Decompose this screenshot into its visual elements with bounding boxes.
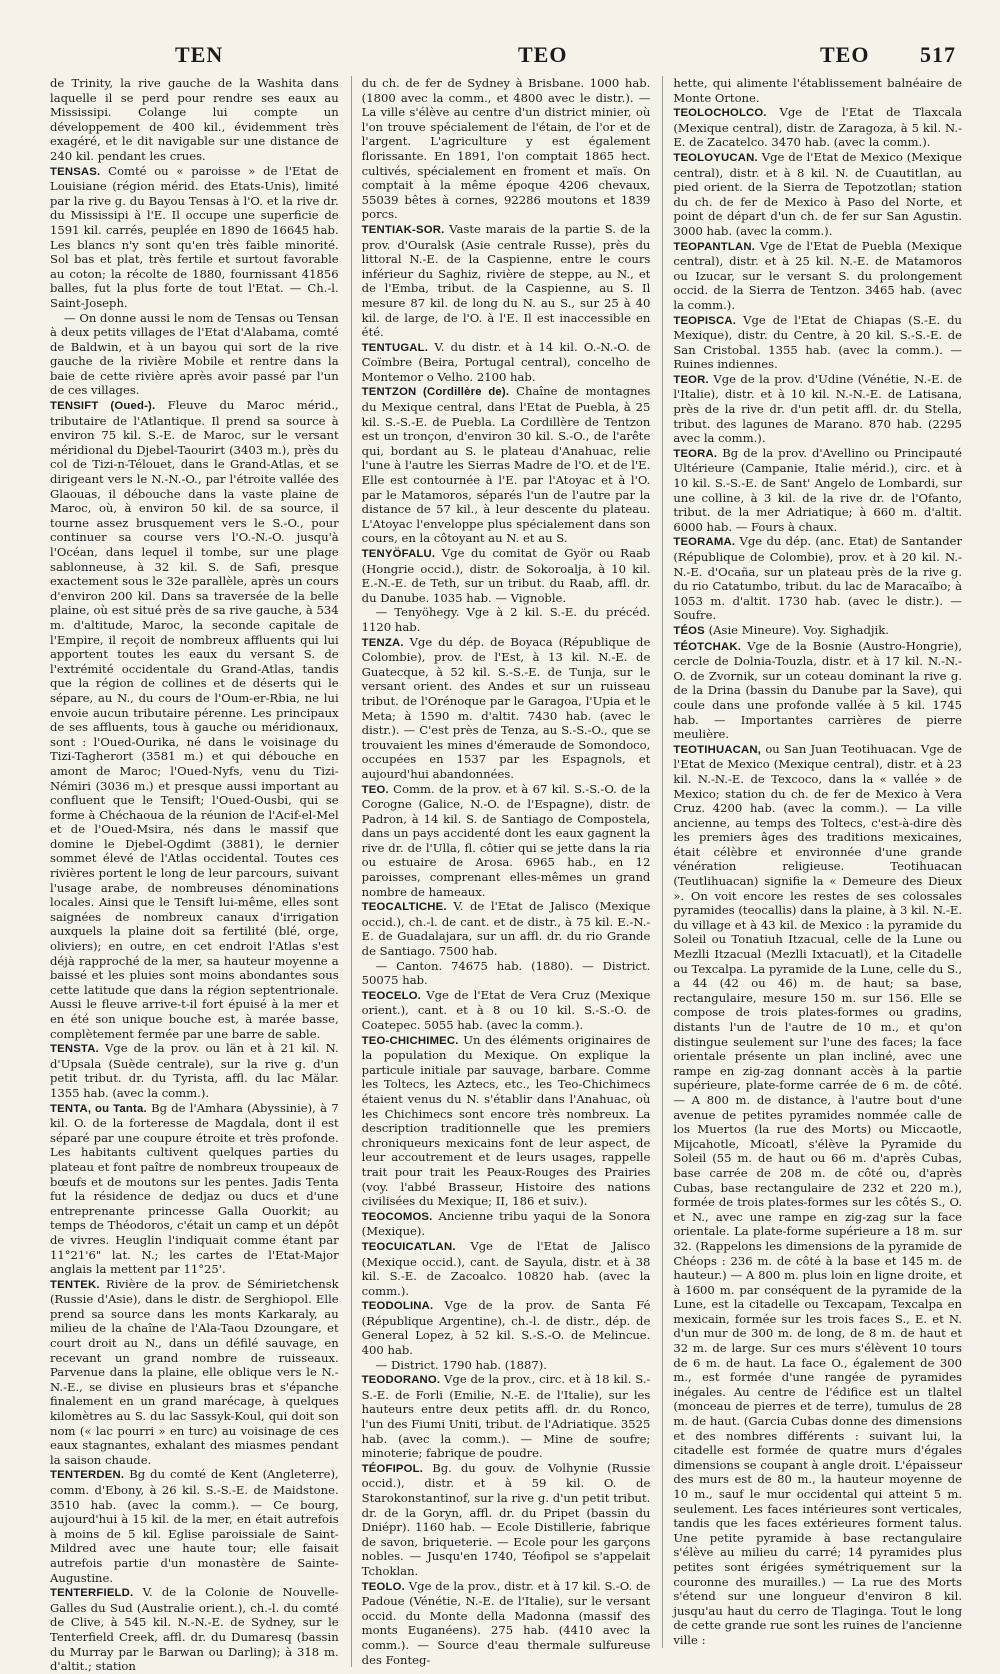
entry-text: Rivière de la prov. de Sémirietchensk (Russie d'Asie), dans le distr. de Serghiopol. Elle prend sa source dans les monts Karkaraly, au milieu de la chaîne de l'Ala-Taou Dzoungare, et court droit au N., dans un défilé sauvage, en recevant un grand nombre de ruisseaux. Parvenue dans la plaine, elle oblique vers le N.-N.-E., se divise en plusieurs bras et s'épanche finalement en un grand marécage, à quelques kilomètres au S. du lac Sassyk-Koul, qui doit son nom (« lac pourri » en turc) au voisinage de ces eaux stagnantes, exhalant des miasmes pendant la saison chaude. [50,1276,339,1467]
entry-text: Vaste marais de la partie S. de la prov. d'Ouralsk (Asie centrale Russe), près du littoral N.-E. de la Caspienne, entre le cours inférieur du Saghiz, rivière de steppe, au N., et de l'Emba, tribut. de la Caspienne, au S. Il mesure 87 kil. de long du N. au S., sur 25 à 40 kil. de large, de l'O. à l'E. Il est inaccessible en été. [361,221,651,340]
dictionary-entry [673,534,962,623]
dictionary-entry [362,605,651,634]
entry-text: — Tenyöhegy. Vge à 2 kil. S.-E. du précéd. 1120 hab. [361,605,651,634]
dictionary-entry [362,1033,651,1209]
column-right [662,76,962,1648]
entry-text: Vge de l'Etat de Mexico (Mexique central), distr. et à 8 kil. N. de Cuautitlan, au pied orient. de la Sierra de Tepotzotlan; station du ch. de fer de Mexico à Paso del Norte, et point de départ d'un ch. de fer sur San Agustin. 3000 hab. (avec la comm.). [673,149,963,238]
entry-text: Vge de l'Etat de Jalisco (Mexique occid.), cant. de Sayula, distr. et à 38 kil. S.-E. de Zacoalco. 10820 hab. (avec la comm.). [361,1238,651,1298]
entry-text: — Canton. 74675 hab. (1880). — District. 50075 hab. [361,958,651,988]
entry-text: Vge de la prov., distr. et à 17 kil. S.-O. de Padoue (Vénétie, N.-E. de l'Italie), sur le versant occid. du Monte della Madonna (massif des monts Euganéens). 275 hab. (4410 avec la comm.). — Source d'eau thermale sulfureuse des Fonteg- [361,1578,651,1667]
dictionary-entry [362,635,651,782]
entry-headword: TENTERFIELD. [50,1587,134,1600]
entry-headword: TENTEK. [50,1278,100,1291]
entry-headword: TENTA, ou Tanta. [50,1102,147,1115]
entry-headword: TÉOTCHAK. [673,640,742,653]
entry-headword: TÉOS [673,624,705,637]
entry-headword: TEOCUICATLAN. [361,1240,456,1253]
entry-headword: TEO-CHICHIMEC. [361,1034,459,1047]
running-head-left: TEN [175,42,224,67]
entry-text: Vge de la prov., circ. et à 18 kil. S.-S.-E. de Forli (Emilie, N.-E. de l'Italie), sur les hauteurs entre deux petits affl. dr. du Ronco, l'un des Fiumi Uniti, tribut. de l'Adriatique. 3525 hab. (avec la comm.). — Mine de soufre; minoterie; fabrique de poudre. [361,1372,651,1461]
dictionary-entry [50,398,339,1041]
entry-text: Chaîne de montagnes du Mexique central, dans l'Etat de Puebla, à 25 kil. S.-S.-E. de Puebla. La Cordillère de Tentzon est un tronçon, d'environ 30 kil. S.-O., de l'arête qui, bordant au S. le plateau d'Anahuac, relie l'une à l'autre les Sierras Madre de l'O. et de l'E. Elle est contournée à l'E. par l'Atoyac et à l'O. par le Matamoros, séparés l'un de l'autre par la distance de 57 kil., à leur descente du plateau. L'Atoyac l'enveloppe plus spécialement dans son cours, en la côtoyant au N. et au S. [361,384,651,546]
dictionary-entry [50,1101,339,1277]
dictionary-entry [362,1358,651,1373]
dictionary-entry [673,313,962,372]
entry-headword: TENSIFT (Oued-). [50,400,156,413]
entry-headword: TEOCELO. [361,989,422,1002]
entry-headword: TEOPANTLAN. [673,240,756,253]
entry-text: Comm. de la prov. et à 67 kil. S.-S.-O. de la Corogne (Galice, N.-O. de l'Espagne), distr. de Padron, à 14 kil. S. de Santiago de Compostela, dans un pays accidenté dont les eaux gagnent la rive dr. de l'Ulla, fl. côtier qui se jette dans la ria ou estuaire de Arosa. 6965 hab., en 12 paroisses, comprenant elles-mêmes un grand nombre de hameaux. [361,781,651,899]
dictionary-entry [673,372,962,446]
entry-text: — District. 1790 hab. (1887). [375,1357,547,1372]
entry-text: Vge de l'Etat de Puebla (Mexique central), distr. et à 25 kil. N.-E. de Matamoros ou Izucar, sur le versant S. du prolongement occid. de la Sierra de Tentzon. 3465 hab. (avec la comm.). [673,238,963,312]
entry-text: V. de la Colonie de Nouvelle-Galles du Sud (Australie orient.), ch.-l. du comté de Clive, à 545 kil. N.-N.-E. de Sydney, sur le Tenterfield Creek, affl. dr. du Dumaresq (bassin du Murray par le Barwan ou Darling); à 318 m. d'altit.; station [50,1585,339,1674]
dictionary-entry [362,1209,651,1239]
entry-headword: TEOLO. [361,1580,405,1593]
dictionary-entry [673,742,962,1648]
dictionary-entry [673,639,962,742]
dictionary-entry [50,1585,339,1674]
column-middle [351,76,651,1667]
text-columns [50,76,962,1674]
entry-headword: TEOCOMOS. [361,1210,433,1223]
entry-text: Vge de la Bosnie (Austro-Hongrie), cercle de Dolnia-Touzla, distr. et à 17 kil. N.-N.-O. de Zvornik, sur un coteau dominant la rive g. de la Drina (bassin du Danube par la Save), qui coule dans une profonde vallée à 5 kil. 1745 hab. — Importantes carrières de pierre meulière. [673,638,963,742]
entry-text: de Trinity, la rive gauche de la Washita dans laquelle il se perd pour rendre ses eaux au Mississipi. Colange lui compte un développement de 400 kil., évidemment très exagéré, et le dit navigable sur une distance de 240 kil. pendant les crues. [50,76,339,163]
entry-headword: TENTZON (Cordillère de). [361,386,510,399]
entry-text: Bg de la prov. d'Avellino ou Principauté Ultérieure (Campanie, Italie mérid.), circ. et à 10 kil. S.-S.-E. de Sant' Angelo de Lombardi, sur une colline, à 3 kil. de la rive dr. de l'Ofanto, tribut. de la mer Adriatique; à 660 m. d'altit. 6000 hab. — Fours à chaux. [673,445,963,534]
entry-text: — On donne aussi le nom de Tensas ou Tensan à deux petits villages de l'Etat d'Alabama, comté de Baldwin, et à un bayou qui sort de la rive gauche de la rivière Mobile et rentre dans la baie de cette rivière après avoir passé par l'un de ces villages. [50,310,339,398]
entry-text: (Asie Mineure). Voy. Sighadjik. [708,622,889,637]
entry-text: Vge de l'Etat de Vera Cruz (Mexique orient.), cant. et à 8 ou 10 kil. S.-S.-O. de Coatepec. 5055 hab. (avec la comm.). [361,987,651,1032]
dictionary-entry [50,1041,339,1100]
entry-headword: TENZA. [361,636,404,649]
dictionary-entry [362,899,651,958]
dictionary-entry [673,150,962,239]
entry-headword: TÉOFIPOL. [361,1462,424,1475]
dictionary-entry [362,76,651,222]
entry-text: V. du distr. et à 14 kil. O.-N.-O. de Coïmbre (Beira, Portugal central), concelho de Montemor o Velho. 2100 hab. [361,339,651,384]
entry-text: Vge du dép. de Boyaca (République de Colombie), prov. de l'Est, à 13 kil. N.-E. de Guatecque, à 52 kil. S.-S.-E. de Tunja, sur le versant orient. des Andes et sur un ruisseau tribut. de l'Orénoque par le Garagoa, l'Upia et le Meta; à 1590 m. d'altit. 7430 hab. (avec le distr.). — C'est près de Tenza, au S.-S.-O., que se trouvaient les mines d'émeraude de Somondoco, occupées en 1537 par les Espagnols, et aujourd'hui abandonnées. [361,634,651,781]
entry-text: Bg du comté de Kent (Angleterre), comm. d'Ebony, à 26 kil. S.-S.-E. de Maidstone. 3510 hab. (avec la comm.). — Ce bourg, aujourd'hui à 15 kil. de la mer, en était autrefois à moins de 5 kil. Eglise paroissiale de Saint-Mildred avec une haute tour; elle faisait autrefois partie d'un monastère de Sainte-Augustine. [50,1467,339,1585]
entry-headword: TEORA. [673,447,718,460]
entry-text: Vge de l'Etat de Tlaxcala (Mexique central), distr. de Zaragoza, à 5 kil. N.-E. de Zacatelco. 3470 hab. (avec la comm.). [673,105,963,150]
entry-text: Bg de l'Amhara (Abyssinie), à 7 kil. O. de la forteresse de Magdala, dont il est séparé par une coupure étroite et très profonde. Les habitants cultivent quelques parties du plateau et font paître de nombreux troupeaux de bœufs et de moutons sur les pentes. Jadis Tenta fut la résidence de dedjaz ou ducs et d'une entreprenante princesse Galla Ouorkit; au temps de Théodoros, c'était un camp et un dépôt de vivres. Heuglin l'indiquait comme étant par 11°21'6" lat. N.; les cartes de l'Etat-Major anglais la mettent par 11°25'. [50,1100,339,1277]
entry-headword: TEODORANO. [361,1374,441,1387]
dictionary-entry [362,1461,651,1579]
dictionary-entry [673,105,962,150]
entry-text: Ancienne tribu yaqui de la Sonora (Mexique). [361,1208,651,1239]
entry-text: du ch. de fer de Sydney à Brisbane. 1000 hab. (1800 avec la comm., et 4800 avec le distr.). — La ville s'élève au centre d'un district minier, où l'on trouve spécialement de l'étain, de l'or et de l'argent. L'agriculture y est également florissante. En 1891, l'on comptait 1865 hect. cultivés, spécialement en froment et maïs. On comptait à la même époque 4206 chevaux, 55039 bêtes à cornes, 92286 moutons et 1839 porcs. [361,76,651,222]
running-head-middle: TEO [518,42,568,67]
running-head-right: TEO [820,42,870,67]
dictionary-entry [50,311,339,399]
running-head [50,34,962,76]
dictionary-entry [362,1579,651,1668]
dictionary-entry [673,239,962,313]
entry-headword: TEOLOCHOLCO. [673,107,767,120]
dictionary-entry [362,988,651,1033]
entry-headword: TENTUGAL. [361,341,429,354]
dictionary-entry [50,164,339,311]
entry-text: Vge de la prov. d'Udine (Vénétie, N.-E. de l'Italie), distr. et à 10 kil. N.-N.-E. de Latisana, près de la rive dr. d'un petit affl. dr. du Stella, tribut. des lagunes de Marano. 870 hab. (2295 avec la comm.). [673,371,963,446]
entry-text: ou San Juan Teotihuacan. Vge de l'Etat de Mexico (Mexique central), distr. et à 23 kil. N.-N.-E. de Texcoco, dans la « vallée » de Mexico; station du ch. de fer de Mexico à Vera Cruz. 4200 hab. (avec la comm.). — La ville ancienne, au temps des Toltecs, c'est-à-dire dès les premiers âges des traditions mexicaines, était célèbre et environnée d'une grande vénération religieuse. Teotihuacan (Teutlihuacan) signifie la « Demeure des Dieux ». On voit encore les restes de ses colossales pyramides (teocallis) dans la plaine, à 3 kil. N.-E. du village et à 43 kil. de Mexico : la pyramide du Soleil ou Tonatiuh Itzacual, celle de la Lune ou Mezlli Itzacual (Mezlli Ixtacuatl), et la Citadelle ou Texcalpa. La pyramide de la Lune, celle du S., a 44 (42 ou 46) m. de haut; sa base, rectangulaire, mesure 150 m. sur 156. Elle se compose de trois plates-formes ou gradins, distants l'un de l'autre de 10 m., et qu'on distingue seulement sur l'une des faces; la face orientale présente un plan incliné, avec une rampe en zig-zag donnant accès à la partie supérieure, plate-forme carrée de 6 m. de côté. — A 800 m. de distance, à l'autre bout d'une avenue de petites pyramides nommée calle de los Muertos (la rue des Morts) ou Miccaotle, Mijcahotle, Micoatl, s'élève la Pyramide du Soleil (55 m. de haut ou 66 m. d'après Cubas, base carrée de 208 m. de côté ou, d'après Cubas, base rectangulaire de 232 et 220 m.), formée de trois plates-formes sur les côtés S., O. et N., avec une rampe en zig-zag sur la face orientale. La plate-forme supérieure a 18 m. sur 32. (Rappelons les dimensions de la pyramide de Chéops : 236 m. de côté à la base et 145 m. de hauteur.) — A 800 m. plus loin en ligne droite, et à 1600 m. par conséquent de la pyramide de la Lune, est la citadelle ou Texcapam, Texcalpa en mexicain, formée sur les trois faces S., E. et N. d'un mur de 300 m. de long, de 8 m. de haut et 32 m. de large. Sur ces murs s'élèvent 10 tours de 6 m. de haut. La face O., également de 300 m., est formée d'une rangée de pyramides inégales. Au centre de l'édifice est un tlaltel (monceau de pierres et de terre), tumulus de 28 m. de haut. (Garcia Cubas donne des dimensions et des nombres différents : suivant lui, la citadelle est formée de quatre murs d'égales dimensions se coupant à angle droit. L'épaisseur des murs est de 80 m., la hauteur moyenne de 10 m., sauf le mur occidental qui atteint 5 m. seulement. Les faces intérieures sont verticales, tandis que les faces extérieures forment talus. Une petite pyramide à base rectangulaire s'élève au milieu du carré; 14 pyramides plus petites sont érigées symétriquement sur la couronne des murailles.) — La rue des Morts s'étend sur une longueur d'environ 8 kil. jusqu'au haut du cerro de Tlaginga. Tout le long de cette grande rue sont les ruines de l'ancienne ville : [673,741,963,1647]
entry-headword: TENSTA. [50,1043,99,1056]
dictionary-entry [673,623,962,639]
dictionary-entry [362,782,651,900]
dictionary-entry [50,76,339,164]
dictionary-entry [50,1277,339,1468]
entry-headword: TENYÖFALU. [361,548,436,560]
entry-headword: TENSAS. [50,165,101,178]
dictionary-entry [673,76,962,105]
dictionary-entry [362,1239,651,1298]
entry-text: Bg. du gouv. de Volhynie (Russie occid.), distr. et à 59 kil. O. de Starokonstantinof, sur la rive g. d'un petit tribut. dr. de la Goryn, affl. dr. du Pripet (bassin du Dniépr). 1160 hab. — Ecole Distillerie, fabrique de savon, briqueterie. — Ecole pour les garçons nobles. — Jusqu'en 1740, Téofipol se s'appelait Tchoklan. [361,1460,651,1578]
entry-text: Un des éléments originaires de la population du Mexique. On explique la particule initiale par sauvage, barbare. Comme les Toltecs, les Aztecs, etc., les Teo-Chichimecs étaient venus du N. s'établir dans l'Anahuac, où les Chichimecs sont encore très nombreux. La description traditionnelle que les premiers chroniqueurs mexicains font de leur aspect, de leur accoutrement et de leurs usages, rappelle trait pour trait les Peaux-Rouges des Prairies (voy. l'abbé Brasseur, Histoire des nations civilisées du Mexique; II, 186 et suiv.). [361,1032,651,1209]
dictionary-entry [362,384,651,546]
entry-text: Vge du comitat de Györ ou Raab (Hongrie occid.), distr. de Sokoroalja, à 10 kil. E.-N.-E. de Teth, sur un tribut. du Raab, affl. dr. du Danube. 1035 hab. — Vignoble. [361,546,651,605]
entry-headword: TEODOLINA. [361,1300,434,1313]
entry-text: Vge de l'Etat de Chiapas (S.-E. du Mexique), distr. du Centre, à 20 kil. S.-S.-E. de San Cristobal. 1355 hab. (avec la comm.). — Ruines indiennes. [673,312,963,372]
dictionary-entry [362,546,651,605]
entry-headword: TEOCALTICHE. [361,901,447,914]
dictionary-entry [362,222,651,340]
entry-text: Vge du dép. (anc. Etat) de Santander (République de Colombie), prov. et à 20 kil. N.-N.-E. d'Ocaña, sur un plateau près de la rive g. du rio Catatumbo, tribut. du lac de Maracaïbo; à 1053 m. d'altit. 1730 hab. (avec le distr.). — Soufre. [673,534,963,623]
entry-headword: TEOR. [673,373,709,386]
dictionary-entry [362,1298,651,1357]
dictionary-entry [673,446,962,535]
column-left [50,76,339,1674]
entry-text: V. de l'Etat de Jalisco (Mexique occid.), ch.-l. de cant. et de distr., à 75 kil. E.-N.-E. de Guadalajara, sur un affl. dr. du rio Grande de Santiago. 7500 hab. [361,899,651,959]
dictionary-entry [362,959,651,988]
entry-text: Vge de la prov. ou län et à 21 kil. N. d'Upsala (Suède centrale), sur la rive g. d'un petit tribut. dr. du Tyrista, affl. du lac Mälar. 1355 hab. (avec la comm.). [50,1041,339,1100]
entry-text: Comté ou « paroisse » de l'Etat de Louisiane (région mérid. des Etats-Unis), limité par la rive g. du Bayou Tensas à l'O. et la rive dr. du Mississipi à l'E. Il occupe une superficie de 1591 kil. carrés, peuplée en 1890 de 16645 hab. Les blancs n'y sont qu'en très faible minorité. Sol bas et plat, très fertile et surtout favorable au coton; la récolte de 1880, fournissant 41856 balles, fut la plus forte de tout l'Etat. — Ch.-l. Saint-Joseph. [50,163,339,310]
entry-headword: TEOTIHUACAN, [673,743,762,756]
entry-headword: TEOPISCA. [673,314,737,327]
entry-text: Fleuve du Maroc mérid., tributaire de l'Atlantique. Il prend sa source à environ 75 kil. S.-E. de Maroc, sur le versant méridional du Djebel-Taourirt (3403 m.), près du col de Tizi-n-Télouet, dans le Grand-Atlas, et se dirigeant vers le N.-N.-O., par l'étroite vallée des Glaouas, il débouche dans la vaste plaine de Maroc, où, à environ 50 kil. de sa source, il tourne assez brusquement vers le S.-O., pour continuer sa course vers l'O.-N.-O. jusqu'à l'Océan, dans lequel il tombe, sur une plage sablonneuse, à 32 kil. S. de Safi, presque exactement sous le 32e parallèle, après un cours d'environ 200 kil. Dans sa traversée de la belle plaine, où est situé près de sa rive gauche, à 534 m. d'altitude, Maroc, la seconde capitale de l'Empire, il reçoit de nombreux affluents qui lui apportent toutes les eaux du versant S. de l'extrémité occidentale du Grand-Atlas, tandis que la région de collines et de déserts qui le sépare, au N., du cours de l'Oum-er-Rbia, ne lui envoie aucun tributaire pérenne. Les principaux de ses affluents, tous à gauche ou méridionaux, sont : l'Oued-Ourika, né dans le voisinage du Tizi-Tagherort (3581 m.) et qui débouche en amont de Maroc; l'Oued-Nyfs, venu du Tizi-Némiri (3036 m.) et presque aussi important au confluent que le Tensift; l'Oued-Ousbi, qui se forme à Chéchaoua de la réunion de l'Acif-el-Mel et de l'Oued-Msira, nés dans le massif que domine le Djebel-Ogdimt (3881), le dernier sommet élevé de l'Atlas occidental. Toutes ces rivières portent le long de leur parcours, suivant l'usage arabe, de nombreuses dénominations locales. Ainsi que le Tensift lui-même, elles sont saignées de nombreux canaux d'irrigation auxquels la plaine doit sa fertilité (blé, orge, oliviers); en outre, en cet endroit l'Atlas s'est déjà rapproché de la mer, sa hauteur moyenne a baissé et les pluies sont moins abondantes sous cette latitude que dans la région septentrionale. Aussi le fleuve arrive-t-il fort épuisé à la mer et en été son unique bouche est, à marée basse, complètement fermée par une barre de sable. [50,398,339,1041]
dictionary-entry [50,1467,339,1585]
entry-headword: TEOLOYUCAN. [673,151,758,164]
entry-headword: TEORAMA. [673,536,736,549]
dictionary-entry [362,340,651,385]
entry-headword: TENTERDEN. [50,1469,125,1482]
dictionary-entry [362,1372,651,1461]
page-number: 517 [920,42,956,67]
entry-text: Vge de la prov. de Santa Fé (République Argentine), ch.-l. de distr., dép. de General Lopez, à 52 kil. S.-S.-O. de Melincue. 400 hab. [361,1298,651,1358]
entry-text: hette, qui alimente l'établissement balnéaire de Monte Ortone. [673,76,963,105]
entry-headword: TEO. [361,783,389,796]
entry-headword: TENTIAK-SOR. [361,223,445,236]
